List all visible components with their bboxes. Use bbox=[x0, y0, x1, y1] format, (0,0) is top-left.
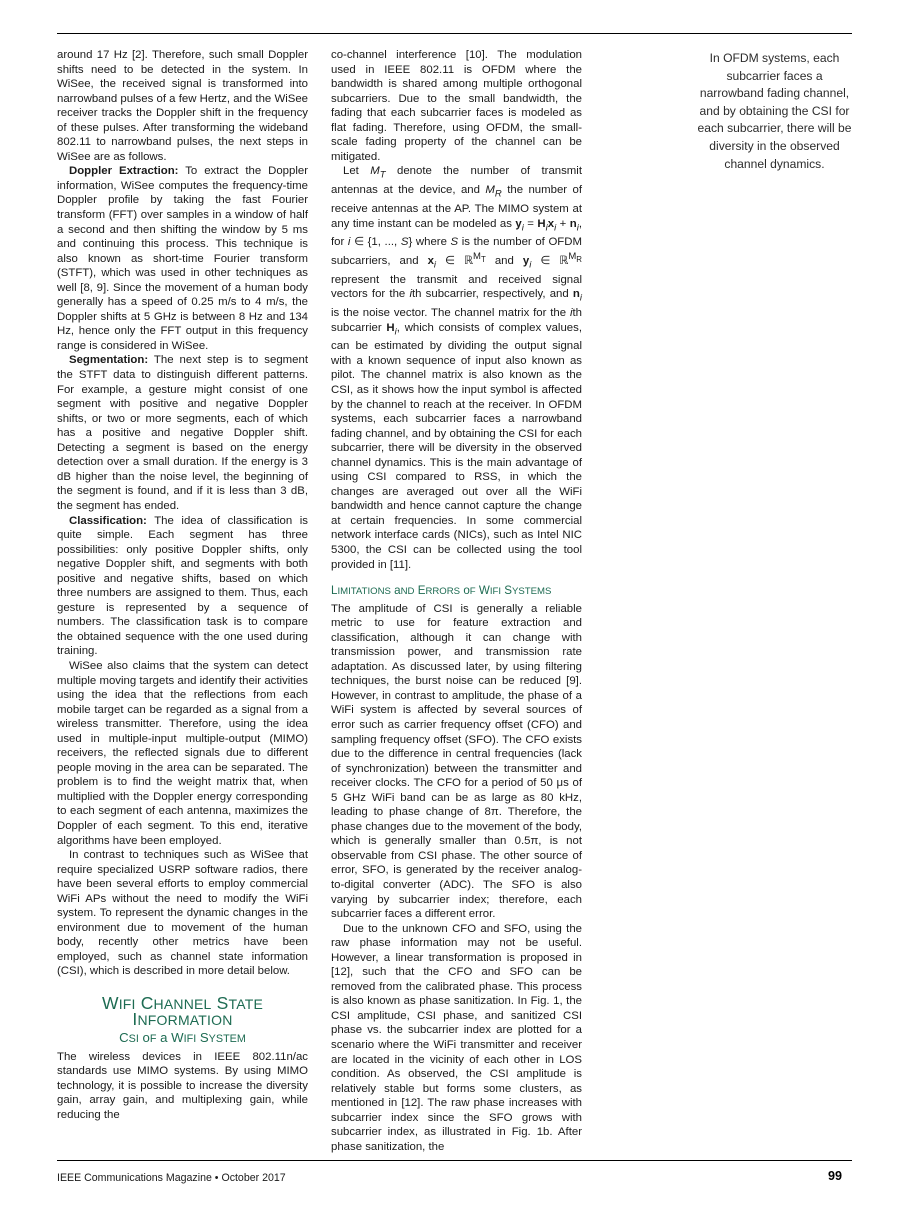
paragraph-lead-in: Segmentation: bbox=[69, 354, 149, 367]
page-number: 99 bbox=[828, 1169, 843, 1183]
paragraph-lead-in: Doppler Extraction: bbox=[69, 165, 179, 178]
paragraph bbox=[57, 514, 308, 659]
paragraph: around 17 Hz [2]. Therefore, such small Doppler shifts need to be detected in the system. In WiSee, the received signal is transformed into narrowband pulses of a few Hertz, and the WiSee receiver tracks the Doppler shift in the frequency of these pulses. After transforming the wideband 802.11 to narrowband pulses, the next steps in WiSee are as follows. bbox=[57, 49, 308, 163]
header-rule bbox=[57, 33, 852, 34]
paragraph-math: Let $M_T$ denote the number of transmit antennas at the device, and $M_R$ the number of receive antennas at the AP. The MIMO system at any time instant can be modeled as $y_i = H_ix_i + n_i$, for i ∈ {1, ..., S} where S is the number of OFDM subcarriers, and $x_i$ ∈ ℝ$^{M_T}$ and $y_i$ ∈ ℝ$^{M_R}$ represent the transmit and received signal vectors for the ith subcarrier, respectively, and $n_i$ is the noise vector. The channel matrix for the ith subcarrier $H_i$, which consists of complex values, can be estimated by dividing the output signal with a known sequence of input also known as pilot. The channel matrix is also known as the CSI, as it shows how the input symbol is affected by the channel to reach at the receiver. In OFDM systems, each subcarrier faces a narrowband fading channel, and by obtaining the CSI for each subcarrier, there will be diversity in the observed channel dynamics. This is the main advantage of using CSI compared to RSS, in which the changes are averaged out over all the WiFi bandwidth and hence cannot capture the change at certain frequencies. In some commercial network interface cards (NICs), such as Intel NIC 5300, the CSI can be collected using the tool provided in [11]. bbox=[331, 165, 582, 571]
paragraph-text: To extract the Doppler information, WiSee computes the frequency-time Doppler profile by taking the fast Fourier transform (FFT) over samples in a window of half a second and then shifting the window by 5 ms and continuing this process. This technique is also known as short-time Fourier transform (STFT), which was used in other techniques as well [8, 9]. Since the movement of a human body generally has a speed of 0.25 m/s to 4 m/s, the Doppler shifts at 5 GHz is between 8 Hz and 134 Hz, hence only the FFT output in this frequency range is considered in WiSee. bbox=[57, 165, 308, 352]
paragraph bbox=[57, 164, 308, 353]
footer-publication: IEEE Communications Magazine • October 2017 bbox=[57, 1172, 286, 1184]
left-column bbox=[57, 48, 308, 1122]
subsection-heading: CSI oF a WIFI SYSTEM bbox=[119, 1030, 246, 1046]
pull-quote: In OFDM systems, each subcarrier faces a narrowband fading channel, and by obtaining the CSI for each subcarrier, there will be diversity in the observed channel dynamics. bbox=[697, 51, 852, 171]
footer-rule bbox=[57, 1160, 852, 1161]
paragraph bbox=[57, 353, 308, 513]
paragraph: Due to the unknown CFO and SFO, using the raw phase information may not be useful. However, a linear transformation is proposed in [12], such that the CFO and SFO can be removed from the calibrated phase. This process is also known as phase sanitization. In Fig. 1, the CSI amplitude, CSI phase, and sanitized CSI phase vs. the subcarrier index are plotted for a scenario where the WiFi transmitter and receiver are located in the vicinity of each other in LOS condition. As observed, the CSI amplitude is relatively stable but forms some clusters, as mentioned in [12]. The raw phase increases with subcarrier index since the SFO grows with subcarrier index, as illustrated in Fig. 1b. After phase sanitization, the bbox=[331, 922, 582, 1153]
paragraph-lead-in: Classification: bbox=[69, 514, 147, 527]
paragraph: The wireless devices in IEEE 802.11n/ac standards use MIMO systems. By using MIMO technology, it is possible to increase the diversity gain, array gain, and multiplexing gain, while reducing the bbox=[57, 1050, 308, 1121]
section-heading: WIFI CHANNEL STATE INFORMATION bbox=[101, 993, 263, 1029]
paragraph: co-channel interference [10]. The modulation used in IEEE 802.11 is OFDM where the bandwidth is shared among multiple orthogonal subcarriers. Due to the small bandwidth, the fading that each subcarrier faces is modeled as flat fading. Therefore, using OFDM, the small-scale fading property of the channel can be mitigated. bbox=[331, 49, 582, 163]
paragraph: In contrast to techniques such as WiSee that require specialized USRP software radios, there have been several efforts to employ commercial WiFi APs without the need to modify the WiFi system. To represent the dynamic changes in the environment due to movement of the human body, recently other metrics have been employed, such as channel state information (CSI), which is described in more detail below. bbox=[57, 849, 308, 978]
paragraph: WiSee also claims that the system can detect multiple moving targets and identify their activities using the idea that the reflections from each mobile target can be regarded as a signal from a wireless transmitter. Therefore, using the idea used in multiple-input multiple-output (MIMO) receivers, the reflected signals due to different people moving in the area can be separated. The problem is to find the weight matrix that, when multiplied with the Doppler energy corresponding to each segment of each antenna, maximizes the Doppler of each segment. To this end, iterative algorithms have been employed. bbox=[57, 659, 308, 847]
middle-column bbox=[331, 48, 582, 1154]
paragraph-text: The idea of classification is quite simple. Each segment has three possibilities: only positive Doppler shifts, only negative Doppler shift, and segments with both positive and negative shifts, based on which three numbers are assigned to them. Thus, each gesture is represented by a sequence of numbers. The classification task is to compare the obtained sequence with the one used during training. bbox=[57, 514, 308, 658]
paragraph: The amplitude of CSI is generally a reliable metric to use for feature extraction and classification, although it can change with transmission power, and transmission rate adaptation. As discussed later, by using filtering techniques, the burst noise can be reduced [9]. However, in contrast to amplitude, the phase of a WiFi system is affected by several sources of error such as carrier frequency offset (CFO) and sampling frequency offset (SFO). The CFO exists due to the difference in central frequencies (lack of synchronization) between the transmitter and receiver clocks. The CFO for a period of 50 μs of 5 GHz WiFi band can be as large as 80 kHz, leading to phase change of 8π. Therefore, the phase changes due to the movement of the body, which is generally smaller than 0.5π, is not observable from CSI phase. The other source of error, SFO, is generated by the receiver analog-to-digital converter (ADC). The SFO is also varying by subcarrier index; therefore, each subcarrier faces a different error. bbox=[331, 602, 582, 921]
subsection-heading: LIMITATIONS aND ERRORS oF WIFI SYSTEMS bbox=[331, 584, 552, 598]
paragraph-text: The next step is to segment the STFT data to distinguish different patterns. For example, a gesture might consist of one segment with positive and negative Doppler shifts, or two or more segments, each of which has a positive and negative Doppler shift. Detecting a segment is based on the energy detection over a small duration. If the energy is 3 dB higher than the noise level, the beginning of the segment is found, and if it is less than 3 dB, the segment has ended. bbox=[57, 354, 308, 512]
